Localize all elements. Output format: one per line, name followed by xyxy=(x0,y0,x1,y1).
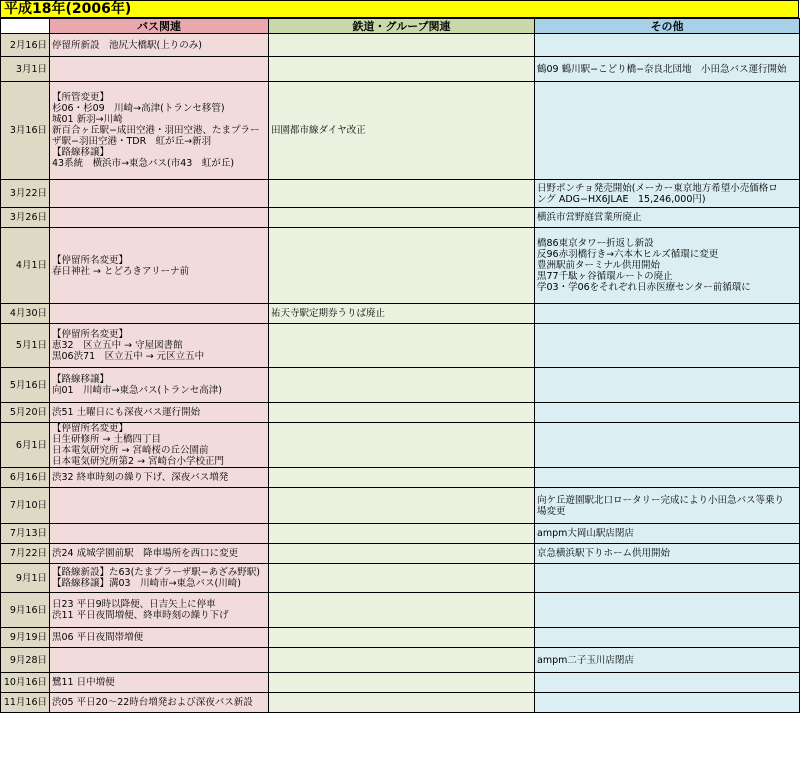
table-row xyxy=(1,403,800,423)
date-cell: 9月16日 xyxy=(1,593,50,628)
rail-cell xyxy=(269,544,535,564)
bus-cell xyxy=(50,488,269,524)
rail-cell xyxy=(269,57,535,82)
header-other: その他 xyxy=(535,19,800,34)
header-row xyxy=(1,19,800,34)
rail-cell xyxy=(269,524,535,544)
table-row xyxy=(1,673,800,693)
date-cell: 6月16日 xyxy=(1,468,50,488)
other-cell: 日野ポンチョ発売開始(メーカー東京地方希望小売価格ロ ング ADG−HX6JLAE 15,246,000円) xyxy=(535,180,800,208)
date-cell: 9月28日 xyxy=(1,648,50,673)
date-cell: 3月22日 xyxy=(1,180,50,208)
other-cell xyxy=(535,34,800,57)
date-cell: 3月26日 xyxy=(1,208,50,228)
other-cell: 橋86東京タワー折返し新設 反96赤羽橋行き→六本木ヒルズ循環に変更 豊洲駅前ターミナル供用開始 黒77千駄ヶ谷循環ルートの廃止 学03・学06をそれぞれ日赤医療センター前循環に xyxy=(535,228,800,304)
header-bus: バス関連 xyxy=(50,19,269,34)
other-cell: ampm大岡山駅店閉店 xyxy=(535,524,800,544)
date-cell: 4月30日 xyxy=(1,304,50,324)
rail-cell xyxy=(269,228,535,304)
table-row xyxy=(1,304,800,324)
date-cell: 3月16日 xyxy=(1,82,50,180)
table-row xyxy=(1,564,800,593)
date-cell: 5月20日 xyxy=(1,403,50,423)
table-row xyxy=(1,368,800,403)
bus-cell: 黒06 平日夜間帯増便 xyxy=(50,628,269,648)
bus-cell: 【停留所名変更】 恵32 区立五中 → 守屋図書館 黒06渋71 区立五中 → 元区立五中 xyxy=(50,324,269,368)
bus-cell xyxy=(50,180,269,208)
other-cell xyxy=(535,468,800,488)
rail-cell xyxy=(269,648,535,673)
other-cell xyxy=(535,673,800,693)
rail-cell xyxy=(269,180,535,208)
rail-cell xyxy=(269,324,535,368)
other-cell xyxy=(535,324,800,368)
rail-cell xyxy=(269,34,535,57)
bus-cell: 渋24 成城学園前駅 降車場所を西口に変更 xyxy=(50,544,269,564)
other-cell: 京急横浜駅下りホーム供用開始 xyxy=(535,544,800,564)
table-row xyxy=(1,34,800,57)
rail-cell xyxy=(269,403,535,423)
date-cell: 4月1日 xyxy=(1,228,50,304)
bus-cell: 渋32 終車時刻の繰り下げ、深夜バス増発 xyxy=(50,468,269,488)
rail-cell xyxy=(269,208,535,228)
rail-cell xyxy=(269,368,535,403)
other-cell xyxy=(535,403,800,423)
bus-cell: 渋51 土曜日にも深夜バス運行開始 xyxy=(50,403,269,423)
other-cell: 横浜市営野庭営業所廃止 xyxy=(535,208,800,228)
other-cell xyxy=(535,82,800,180)
bus-cell: 【路線新設】た63(たまプラーザ駅−あざみ野駅) 【路線移譲】溝03 川崎市→東急バス(川崎) xyxy=(50,564,269,593)
date-cell: 7月13日 xyxy=(1,524,50,544)
table-row xyxy=(1,324,800,368)
date-cell: 7月22日 xyxy=(1,544,50,564)
table-body xyxy=(1,34,800,713)
date-cell: 7月10日 xyxy=(1,488,50,524)
bus-cell: 【停留所名変更】 春日神社 → とどろきアリーナ前 xyxy=(50,228,269,304)
rail-cell xyxy=(269,593,535,628)
bus-cell xyxy=(50,648,269,673)
table-row xyxy=(1,648,800,673)
table-row xyxy=(1,693,800,713)
date-cell: 5月16日 xyxy=(1,368,50,403)
bus-cell: 【所管変更】 杉06・杉09 川崎→高津(トランセ移管) 城01 新羽→川崎 新百合ヶ丘駅−成田空港・羽田空港、たまプラー ザ駅−羽田空港・TDR 虹が丘→新羽 【路線移譲】 43系統 横浜市→東急バス(市43 虹が丘) xyxy=(50,82,269,180)
bus-cell xyxy=(50,304,269,324)
bus-cell xyxy=(50,57,269,82)
header-date xyxy=(1,19,50,34)
date-cell: 6月1日 xyxy=(1,423,50,468)
date-cell: 10月16日 xyxy=(1,673,50,693)
rail-cell xyxy=(269,468,535,488)
table-row xyxy=(1,524,800,544)
table-row xyxy=(1,628,800,648)
bus-cell: 鷺11 日中増便 xyxy=(50,673,269,693)
table-row xyxy=(1,468,800,488)
bus-cell: 【停留所名変更】 日生研修所 → 土橋四丁目 日本電気研究所 → 宮崎桜の丘公園前 日本電気研究所第2 → 宮崎台小学校正門 xyxy=(50,423,269,468)
rail-cell: 祐天寺駅定期券うりば廃止 xyxy=(269,304,535,324)
date-cell: 9月19日 xyxy=(1,628,50,648)
table-row xyxy=(1,180,800,208)
table-row xyxy=(1,488,800,524)
bus-cell xyxy=(50,208,269,228)
other-cell: ampm二子玉川店閉店 xyxy=(535,648,800,673)
bus-cell: 停留所新設 池尻大橋駅(上りのみ) xyxy=(50,34,269,57)
table-row xyxy=(1,57,800,82)
other-cell xyxy=(535,693,800,713)
table-row xyxy=(1,208,800,228)
other-cell xyxy=(535,628,800,648)
table-row xyxy=(1,82,800,180)
rail-cell: 田園都市線ダイヤ改正 xyxy=(269,82,535,180)
date-cell: 3月1日 xyxy=(1,57,50,82)
date-cell: 9月1日 xyxy=(1,564,50,593)
other-cell xyxy=(535,368,800,403)
date-cell: 5月1日 xyxy=(1,324,50,368)
other-cell xyxy=(535,304,800,324)
table-row xyxy=(1,593,800,628)
rail-cell xyxy=(269,673,535,693)
event-table xyxy=(0,18,800,713)
table-row xyxy=(1,228,800,304)
table-row xyxy=(1,423,800,468)
rail-cell xyxy=(269,423,535,468)
rail-cell xyxy=(269,564,535,593)
bus-cell: 【路線移譲】 向01 川崎市→東急バス(トランセ高津) xyxy=(50,368,269,403)
rail-cell xyxy=(269,488,535,524)
rail-cell xyxy=(269,693,535,713)
other-cell: 向ケ丘遊園駅北口ロータリー完成により小田急バス等乗り 場変更 xyxy=(535,488,800,524)
other-cell: 鶴09 鶴川駅−こどり橋−奈良北団地 小田急バス運行開始 xyxy=(535,57,800,82)
date-cell: 11月16日 xyxy=(1,693,50,713)
date-cell: 2月16日 xyxy=(1,34,50,57)
header-rail: 鉄道・グループ関連 xyxy=(269,19,535,34)
table-row xyxy=(1,544,800,564)
rail-cell xyxy=(269,628,535,648)
sheet-title: 平成18年(2006年) xyxy=(0,0,799,18)
other-cell xyxy=(535,423,800,468)
bus-cell xyxy=(50,524,269,544)
other-cell xyxy=(535,593,800,628)
other-cell xyxy=(535,564,800,593)
bus-cell: 渋05 平日20〜22時台増発および深夜バス新設 xyxy=(50,693,269,713)
bus-cell: 日23 平日9時以降便、日吉矢上に停車 渋11 平日夜間増便、終車時刻の繰り下げ xyxy=(50,593,269,628)
